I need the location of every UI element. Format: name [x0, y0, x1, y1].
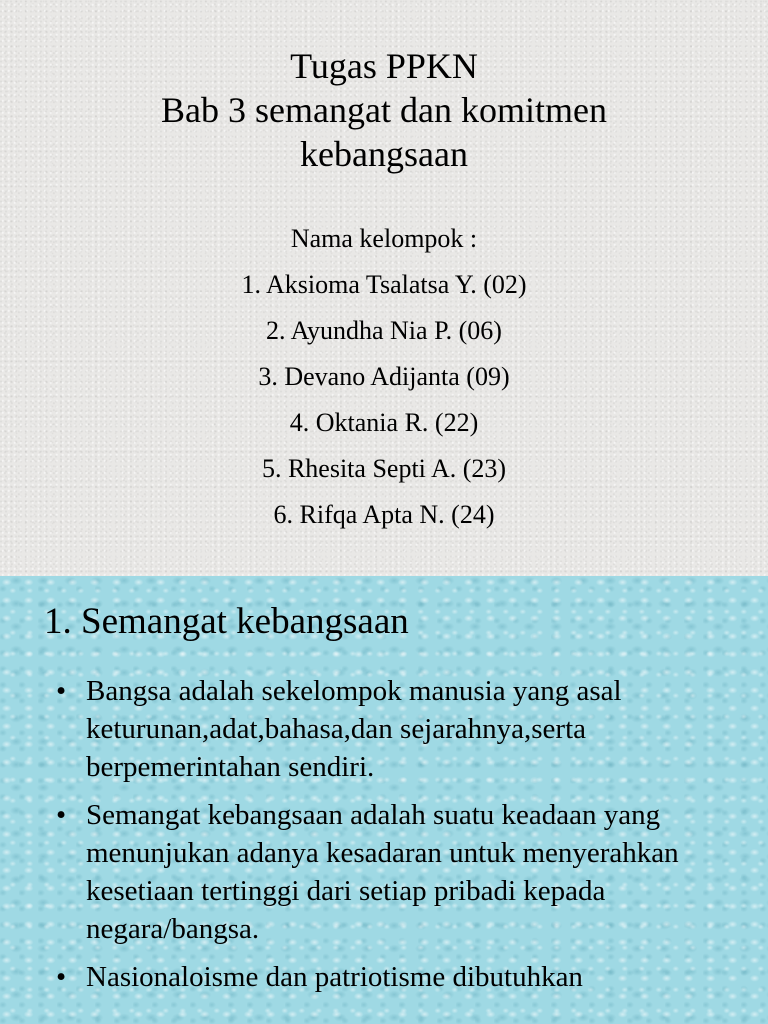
- slide-content: [0, 576, 768, 1024]
- member-item: 2. Ayundha Nia P. (06): [266, 316, 502, 345]
- title-line-3: kebangsaan: [300, 134, 468, 174]
- member-item: 6. Rifqa Apta N. (24): [273, 500, 495, 529]
- bullet-text: Semangat kebangsaan adalah suatu keadaan yang menunjukan adanya kesadaran untuk menyerahkan kesetiaan tertinggi dari setiap pribadi kepada negara/bangsa.: [86, 799, 679, 945]
- title-line-1: Tugas PPKN: [290, 46, 478, 86]
- title-line-2: Bab 3 semangat dan komitmen: [161, 90, 607, 130]
- slide-heading: 1. Semangat kebangsaan: [44, 601, 409, 642]
- member-item: 4. Oktania R. (22): [289, 408, 479, 437]
- bullet-list: [54, 672, 744, 1006]
- bullet-item: [54, 672, 744, 786]
- bullet-icon: •: [56, 799, 67, 831]
- bullet-icon: •: [56, 675, 67, 707]
- bullet-item: [54, 796, 744, 948]
- bullet-icon: •: [56, 961, 67, 993]
- slide-title-heading: [0, 44, 768, 176]
- bullet-item: [54, 958, 744, 996]
- bullet-text: Nasionaloisme dan patriotisme dibutuhkan: [86, 961, 583, 993]
- member-item: 3. Devano Adijanta (09): [258, 362, 510, 391]
- group-member-list: [0, 216, 768, 538]
- bullet-text: Bangsa adalah sekelompok manusia yang asal keturunan,adat,bahasa,dan sejarahnya,serta berpemerintahan sendiri.: [86, 675, 622, 783]
- group-label: Nama kelompok :: [290, 224, 478, 253]
- member-item: 5. Rhesita Septi A. (23): [261, 454, 507, 483]
- member-item: 1. Aksioma Tsalatsa Y. (02): [241, 270, 527, 299]
